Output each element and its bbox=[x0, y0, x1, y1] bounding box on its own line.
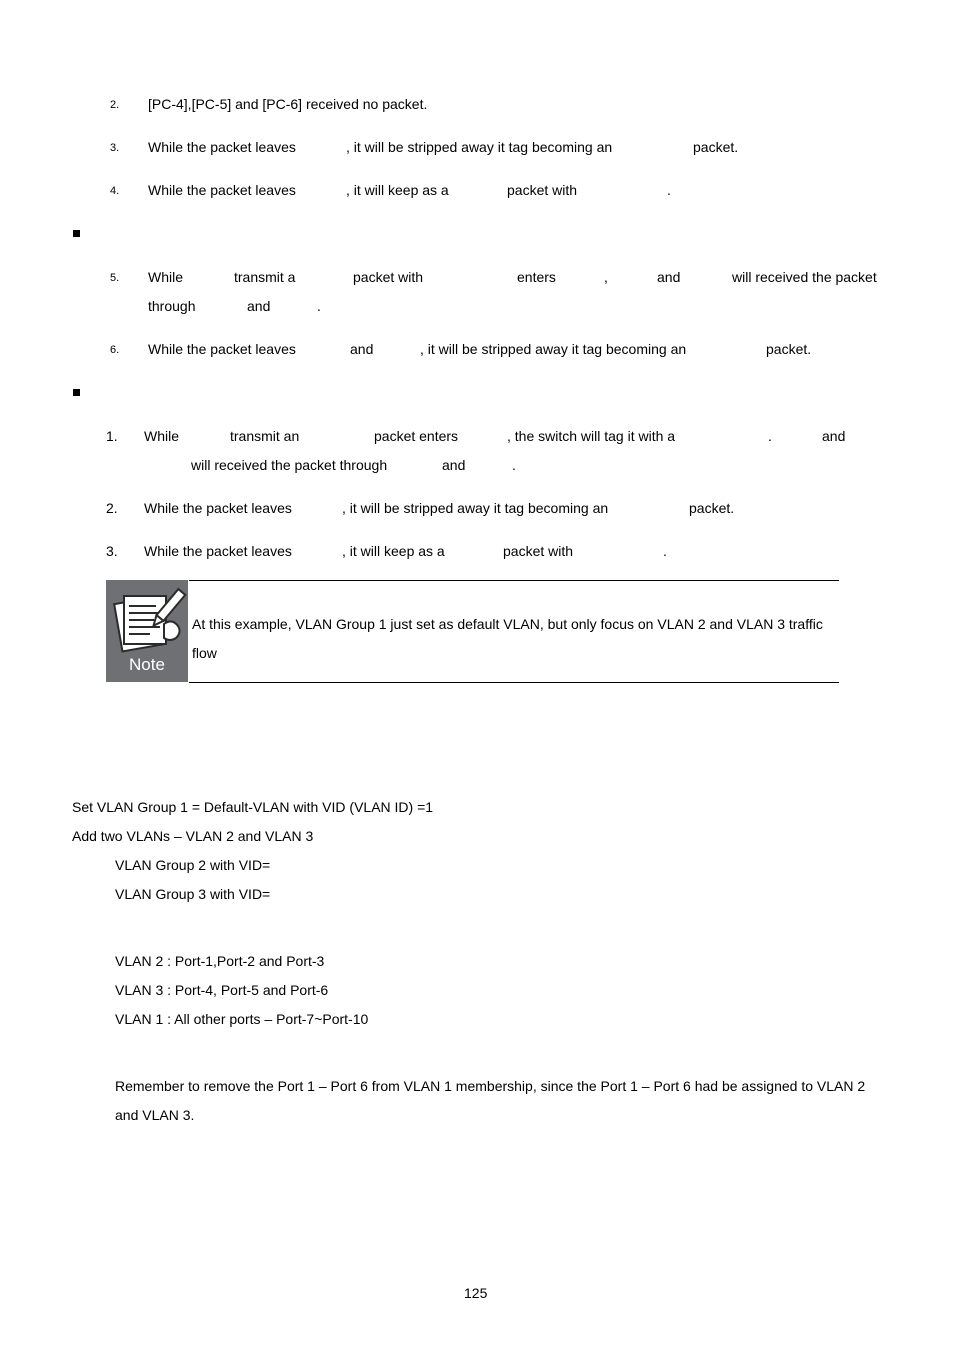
list-number: 4. bbox=[110, 185, 120, 197]
list-item-text: , the switch will tag it with a bbox=[507, 428, 676, 444]
square-bullet-icon bbox=[73, 230, 80, 237]
note-icon-label: Note bbox=[129, 655, 165, 674]
port-assignment-line: VLAN 3 : Port-4, Port-5 and Port-6 bbox=[115, 982, 329, 998]
list-item-text: [PC-4],[PC-5] and [PC-6] received no packet. bbox=[148, 96, 428, 112]
list-item-text: and bbox=[350, 341, 374, 357]
list-item-text: , it will be stripped away it tag becoming an bbox=[342, 500, 609, 516]
list-item-text: , it will keep as a bbox=[346, 182, 449, 198]
list-item-text: While the packet leaves bbox=[148, 341, 296, 357]
list-number: 6. bbox=[110, 344, 120, 356]
list-item-text: packet. bbox=[766, 341, 812, 357]
list-item-text: . bbox=[667, 182, 671, 198]
list-item-text: through bbox=[148, 298, 196, 314]
list-number: 3. bbox=[110, 142, 120, 154]
list-item-text: While bbox=[148, 269, 184, 285]
list-item-text: While the packet leaves bbox=[148, 139, 296, 155]
list-item-text: While bbox=[144, 428, 180, 444]
list-item-text: packet. bbox=[689, 500, 735, 516]
reminder-text: Remember to remove the Port 1 – Port 6 from VLAN 1 membership, since the Port 1 – Port 6 had be assigned to VLAN 2 bbox=[115, 1078, 866, 1094]
square-bullet-icon bbox=[73, 389, 80, 396]
list-item-text: . bbox=[768, 428, 772, 444]
list-item-text: packet with bbox=[503, 543, 574, 559]
list-item-text: and bbox=[247, 298, 271, 314]
reminder-text: and VLAN 3. bbox=[115, 1107, 195, 1123]
list-item-text: will received the packet through bbox=[191, 457, 388, 473]
list-item-text: packet. bbox=[693, 139, 739, 155]
list-item-text: . bbox=[663, 543, 667, 559]
note-text: At this example, VLAN Group 1 just set as default VLAN, but only focus on VLAN 2 and VLAN 3 traffic bbox=[192, 616, 823, 632]
list-number: 2. bbox=[110, 99, 120, 111]
note-top-rule bbox=[189, 580, 839, 581]
list-item-text: While the packet leaves bbox=[144, 543, 292, 559]
list-item-text: While the packet leaves bbox=[148, 182, 296, 198]
note-icon bbox=[106, 580, 188, 682]
list-item-text: packet enters bbox=[374, 428, 459, 444]
list-item-text: . bbox=[512, 457, 516, 473]
list-item-text: packet with bbox=[507, 182, 578, 198]
list-item-text: and bbox=[657, 269, 681, 285]
list-item-text: transmit a bbox=[234, 269, 296, 285]
page-number: 125 bbox=[464, 1285, 488, 1301]
note-notepad-pencil-icon bbox=[106, 580, 188, 682]
note-bottom-rule bbox=[189, 682, 839, 683]
setup-line: VLAN Group 3 with VID= bbox=[115, 886, 271, 902]
setup-line: Set VLAN Group 1 = Default-VLAN with VID (VLAN ID) =1 bbox=[72, 799, 434, 815]
list-item-text: , it will be stripped away it tag becoming an bbox=[420, 341, 687, 357]
list-item-text: While the packet leaves bbox=[144, 500, 292, 516]
port-assignment-line: VLAN 2 : Port-1,Port-2 and Port-3 bbox=[115, 953, 325, 969]
list-item-text: , it will keep as a bbox=[342, 543, 445, 559]
list-item-text: and bbox=[442, 457, 466, 473]
setup-line: VLAN Group 2 with VID= bbox=[115, 857, 271, 873]
list-item-text: packet with bbox=[353, 269, 424, 285]
list-number: 5. bbox=[110, 272, 120, 284]
note-text: flow bbox=[192, 645, 217, 661]
list-number: 3. bbox=[106, 543, 118, 559]
port-assignment-line: VLAN 1 : All other ports – Port-7~Port-10 bbox=[115, 1011, 369, 1027]
list-item-text: , it will be stripped away it tag becoming an bbox=[346, 139, 613, 155]
list-item-text: enters bbox=[517, 269, 556, 285]
list-item-text: will received the packet bbox=[732, 269, 877, 285]
list-number: 1. bbox=[106, 428, 118, 444]
list-item-text: transmit an bbox=[230, 428, 300, 444]
list-number: 2. bbox=[106, 500, 118, 516]
list-item-text: and bbox=[822, 428, 846, 444]
setup-line: Add two VLANs – VLAN 2 and VLAN 3 bbox=[72, 828, 314, 844]
list-item-text: , bbox=[604, 269, 608, 285]
list-item-text: . bbox=[317, 298, 321, 314]
